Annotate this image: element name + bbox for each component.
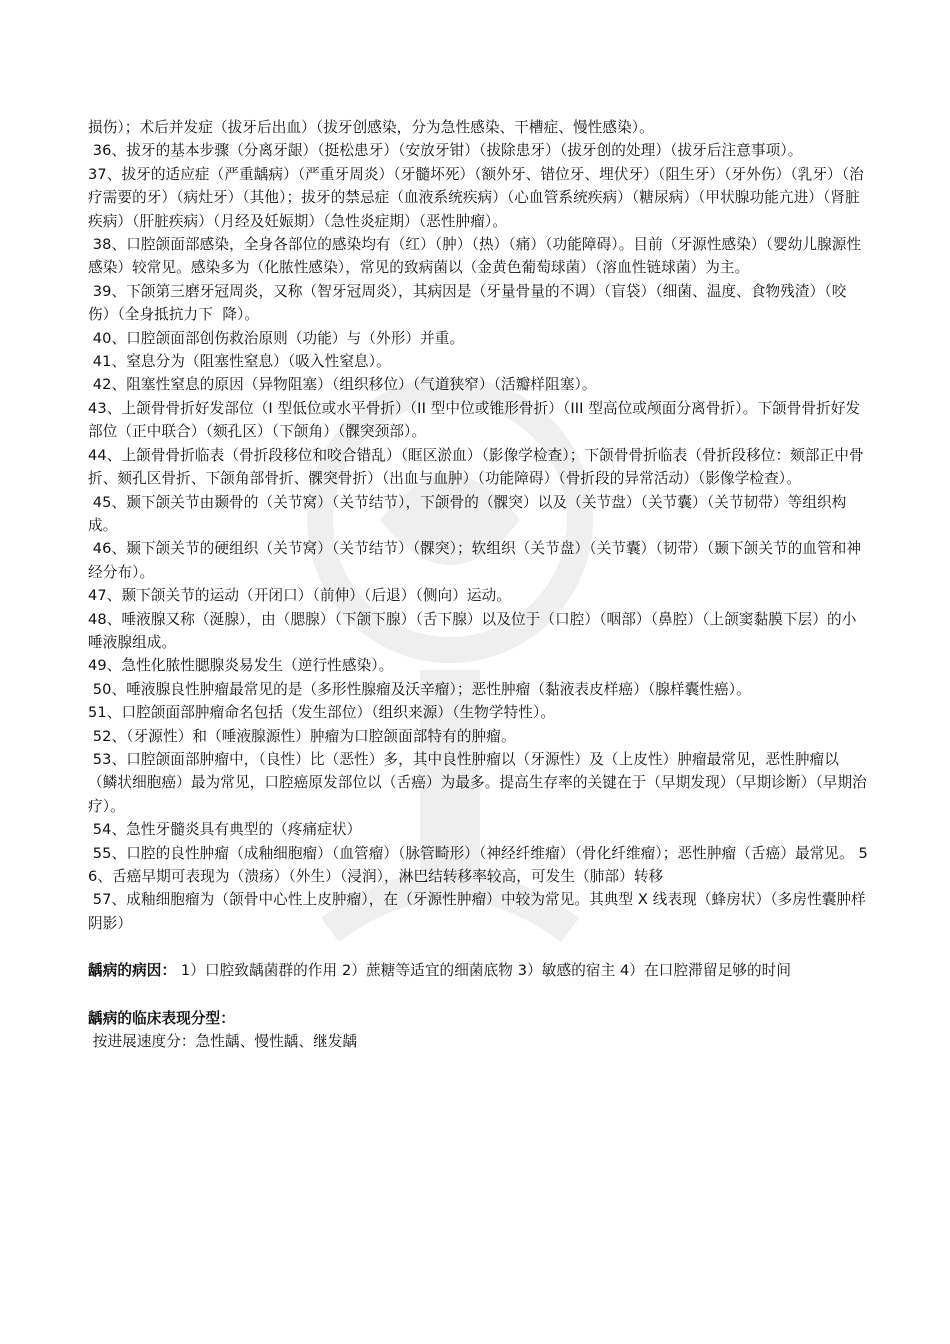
list-item: 46、颞下颌关节的硬组织（关节窝）（关节结节）（髁突）；软组织（关节盘）（关节囊）（韧带）（颞下颌关节的血管和神经分布）。	[88, 540, 862, 581]
list-item: 40、口腔颌面部创伤救治原则（功能）与（外形）并重。	[88, 329, 465, 347]
list-item: 45、颞下颌关节由颞骨的（关节窝）（关节结节），下颌骨的（髁突）以及（关节盘）（关节囊）（关节韧带）等组织构成。	[88, 493, 847, 534]
list-item: 损伤）；术后并发症（拔牙后出血）（拔牙创感染，分为急性感染、干槽症、慢性感染）。	[88, 119, 654, 136]
list-item: 38、口腔颌面部感染，全身各部位的感染均有（红）（肿）（热）（痛）（功能障碍）。目前（牙源性感染）（婴幼儿腺源性感染）较常见。感染多为（化脓性感染），常见的致病菌以（金黄色葡萄球菌）（溶血性链球菌）为主。	[88, 236, 862, 277]
list-item: 36、拔牙的基本步骤（分离牙龈）（挺松患牙）（安放牙钳）（拔除患牙）（拔牙创的处理）（拔牙后注意事项）。	[88, 142, 803, 160]
list-item: 53、口腔颌面部肿瘤中，（良性）比（恶性）多，其中良性肿瘤以（牙源性）及（上皮性）肿瘤最常见，恶性肿瘤以（鳞状细胞癌）最为常见，口腔癌原发部位以（舌癌）为最多。提高生存率的关键在于（早期发现）（早期诊断）（早期治疗）。	[88, 750, 867, 815]
list-item: 44、上颌骨骨折临表（骨折段移位和咬合错乱）（眶区淤血）（影像学检查）；下颌骨骨折临表（骨折段移位：颏部正中骨折、颏孔区骨折、下颌角部骨折、髁突骨折）（出血与血肿）（功能障碍）（骨折段的异常活动）（影像学检查）。	[88, 446, 864, 488]
list-item: 41、窒息分为（阻塞性窒息）（吸入性窒息）。	[88, 353, 391, 371]
list-item: 50、唾液腺良性肿瘤最常见的是（多形性腺瘤及沃辛瘤）；恶性肿瘤（黏液表皮样癌）（腺样囊性癌）。	[88, 680, 751, 698]
list-item: 54、急性牙髓炎具有典型的（疼痛症状）	[88, 821, 362, 839]
list-item: 42、阻塞性窒息的原因（异物阻塞）（组织移位）（气道狭窄）（活瓣样阻塞）。	[88, 376, 597, 394]
list-item: 52、（牙源性）和（唾液腺源性）肿瘤为口腔颌面部特有的肿瘤。	[88, 727, 516, 745]
list-item: 43、上颌骨骨折好发部位（I 型低位或水平骨折）（II 型中位或锥形骨折）（III 型高位或颅面分离骨折）。下颌骨骨折好发部位（正中联合）（颏孔区）（下颌角）（髁突颈部）。	[88, 399, 861, 441]
spacer	[88, 935, 868, 959]
list-item: 55、口腔的良性肿瘤（成釉细胞瘤）（血管瘤）（脉管畸形）（神经纤维瘤）（骨化纤维瘤）；恶性肿瘤（舌癌）最常见。 56、舌癌早期可表现为（溃疡）（外生）（浸润），淋巴结转移率较高，可发生（肺部）转移	[88, 844, 868, 885]
list-item: 51、口腔颌面部肿瘤命名包括（发生部位）（组织来源）（生物学特性）。	[88, 704, 556, 722]
section-heading: 龋病的病因：	[88, 962, 177, 980]
list-item: 37、拔牙的适应症（严重龋病）（严重牙周炎）（牙髓坏死）（额外牙、错位牙、埋伏牙）（阻生牙）（牙外伤）（乳牙）（治疗需要的牙）（病灶牙）（其他）；拔牙的禁忌症（血液系统疾病）（心血管系统疾病）（糖尿病）（甲状腺功能亢进）（肾脏疾病）（肝脏疾病）（月经及妊娠期）（急性炎症期）（恶性肿瘤）。	[88, 165, 864, 230]
list-item: 47、颞下颌关节的运动（开闭口）（前伸）（后退）（侧向）运动。	[88, 587, 511, 605]
section-heading: 龋病的临床表现分型：	[88, 1009, 235, 1027]
section-text: 1）口腔致龋菌群的作用 2）蔗糖等适宜的细菌底物 3）敏感的宿主 4）在口腔滞留足够的时间	[176, 962, 792, 980]
list-item: 39、下颌第三磨牙冠周炎，又称（智牙冠周炎），其病因是（牙量骨量的不调）（盲袋）（细菌、温度、食物残渣）（咬伤）（全身抵抗力下 降）。	[88, 282, 847, 324]
caries-cause-section	[88, 959, 868, 982]
document-body	[88, 116, 868, 1053]
list-item: 48、唾液腺又称（涎腺），由（腮腺）（下颌下腺）（舌下腺）以及位于（口腔）（咽部）（鼻腔）（上颌窦黏膜下层）的小唾液腺组成。	[88, 610, 857, 651]
spacer	[88, 983, 868, 1007]
list-item: 57、成釉细胞瘤为（颌骨中心性上皮肿瘤），在（牙源性肿瘤）中较为常见。其典型 X 线表现（蜂房状）（多房性囊肿样阴影）	[88, 891, 866, 932]
list-item: 49、急性化脓性腮腺炎易发生（逆行性感染）。	[88, 657, 394, 675]
section-text: 按进展速度分：急性龋、慢性龋、继发龋	[88, 1033, 358, 1051]
